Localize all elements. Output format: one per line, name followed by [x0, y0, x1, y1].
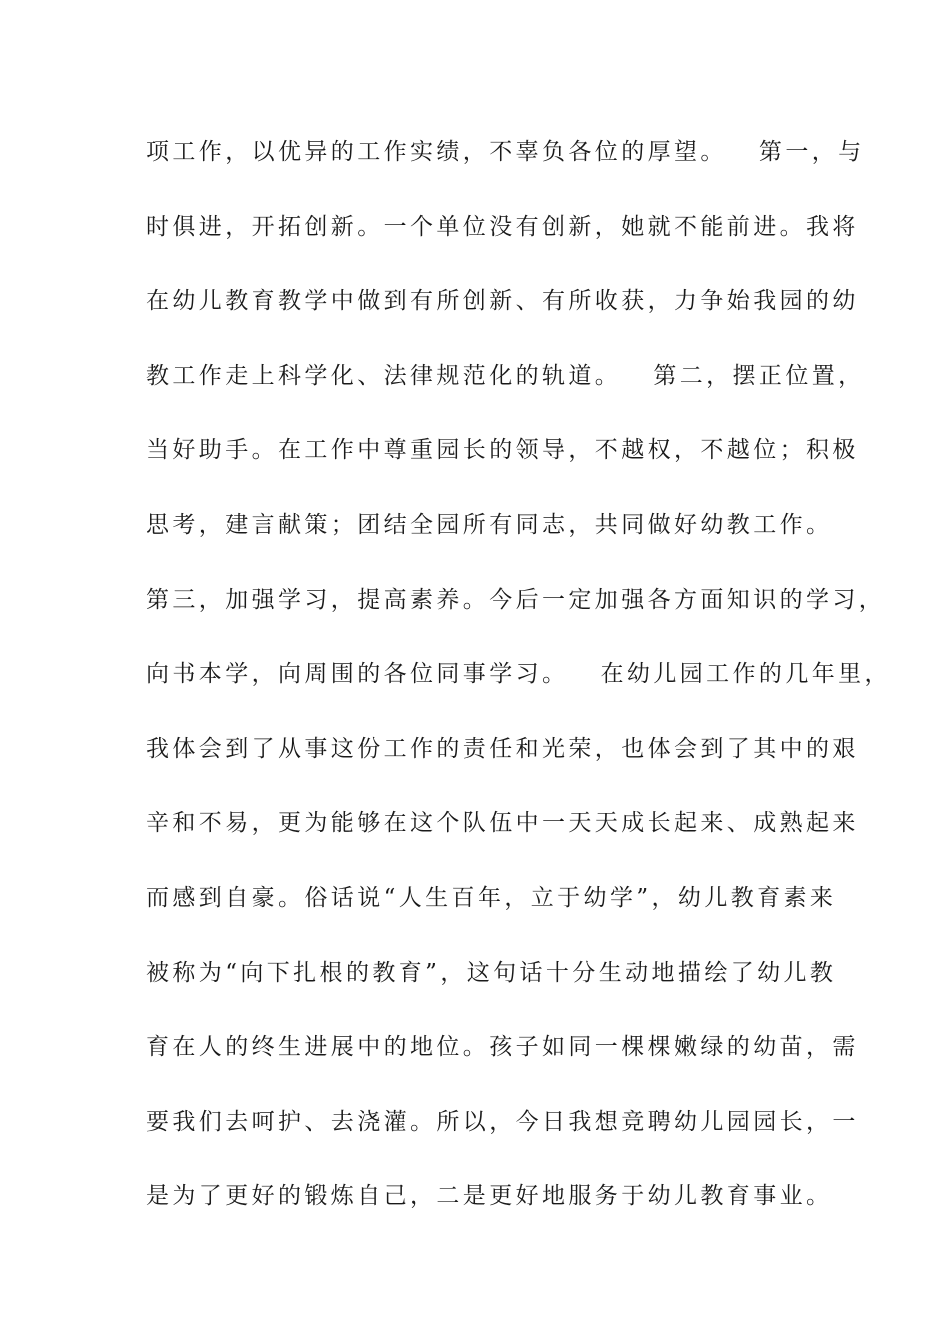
- text-line: 要我们去呵护、去浇灌。所以，今日我想竞聘幼儿园园长，一: [146, 1108, 859, 1135]
- text-line: 而感到自豪。俗话说“人生百年，立于幼学”，幼儿教育素来: [146, 884, 837, 911]
- text-line: 向书本学，向周围的各位同事学习。 在幼儿园工作的几年里，: [146, 661, 891, 688]
- text-line: 项工作，以优异的工作实绩，不辜负各位的厚望。 第一，与: [146, 139, 865, 165]
- text-line: 教工作走上科学化、法律规范化的轨道。 第二，摆正位置，: [146, 362, 865, 389]
- text-line: 是为了更好的锻炼自己，二是更好地服务于幼儿教育事业。: [146, 1183, 833, 1210]
- text-line: 在幼儿教育教学中做到有所创新、有所收获，力争始我园的幼: [146, 288, 859, 315]
- text-line: 育在人的终生进展中的地位。孩子如同一棵棵嫩绿的幼苗，需: [146, 1034, 859, 1061]
- text-line: 我体会到了从事这份工作的责任和光荣，也体会到了其中的艰: [146, 735, 859, 762]
- text-line: 被称为“向下扎根的教育”，这句话十分生动地描绘了幼儿教: [146, 959, 837, 986]
- text-line: 辛和不易，更为能够在这个队伍中一天天成长起来、成熟起来: [146, 810, 859, 837]
- text-line: 第三，加强学习，提高素养。今后一定加强各方面知识的学习，: [146, 586, 886, 613]
- text-line: 时俱进，开拓创新。一个单位没有创新，她就不能前进。我将: [146, 213, 859, 240]
- text-line: 思考，建言献策；团结全园所有同志，共同做好幼教工作。: [146, 511, 833, 538]
- body-text: [146, 132, 891, 1251]
- text-line: 当好助手。在工作中尊重园长的领导，不越权，不越位；积极: [146, 437, 859, 464]
